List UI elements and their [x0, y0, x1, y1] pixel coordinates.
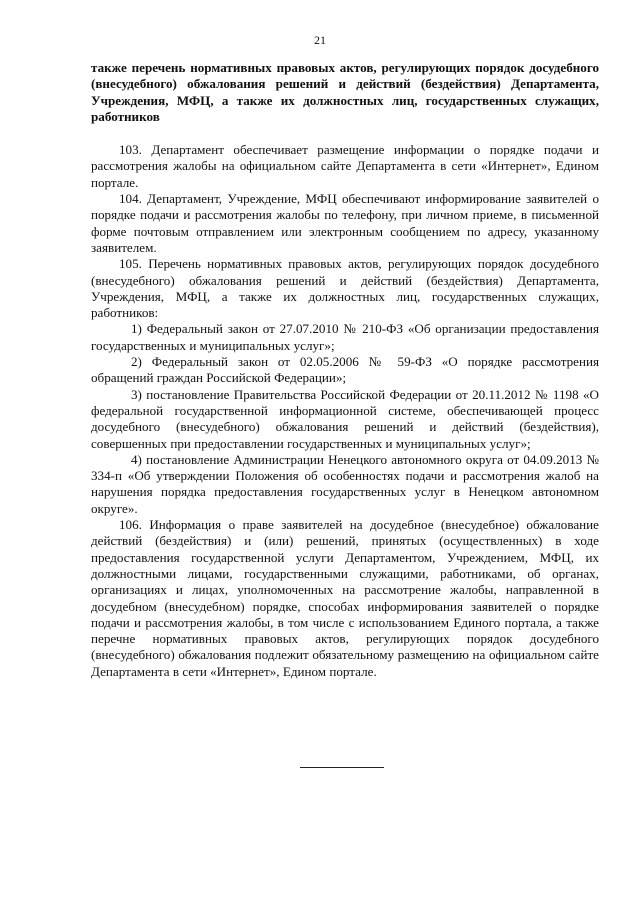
end-separator-line [300, 767, 384, 768]
list-item-4: 4) постановление Администрации Ненецкого автономного округа от 04.09.2013 № 334-п «Об утверждении Положения об особенностях подачи и рассмотрения жалоб на нарушения порядка предоставления государственных услуг в Ненецком автономном округе». [91, 451, 599, 516]
paragraph-104: 104. Департамент, Учреждение, МФЦ обеспечивают информирование заявителей о порядке подачи и рассмотрения жалобы по телефону, при личном приеме, в письменной форме почтовым отправлением или электронным сообщением по адресу, указанному заявителем. [91, 191, 599, 255]
list-item-3: 3) постановление Правительства Российской Федерации от 20.11.2012 № 1198 «О федеральной государственной информационной системе, обеспечивающей процесс досудебного (внесудебного) обжалования решений и действий (бездействия), совершенных при предоставлении государственных и муниципальных услуг»; [91, 386, 599, 451]
list-item-1: 1) Федеральный закон от 27.07.2010 № 210-ФЗ «Об организации предоставления государственных и муниципальных услуг»; [91, 321, 599, 353]
section-heading: также перечень нормативных правовых актов, регулирующих порядок досудебного (внесудебного) обжалования решений и действий (бездействия) Департамента, Учреждения, МФЦ, а также их должностных лиц, государственных служащих, работников [91, 60, 599, 124]
document-body [91, 60, 599, 680]
paragraph-106: 106. Информация о праве заявителей на досудебное (внесудебное) обжалование действий (бездействия) и (или) решений, принятых (осуществленных) в ходе предоставления государственной услуги Департаментом, Учреждением, МФЦ, их должностными лицами, государственными служащими, работниками, об органах, организациях и лицах, уполномоченных на рассмотрение жалобы, направленной в досудебном (внесудебном) порядке, способах информирования заявителей о порядке подачи и рассмотрения жалобы, в том числе с использованием Единого портала, а также перечне нормативных правовых актов, регулирующих порядок досудебного (внесудебного) обжалования подлежит обязательному размещению на официальном сайте Департамента в сети «Интернет», Едином портале. [91, 517, 599, 679]
paragraph-103: 103. Департамент обеспечивает размещение информации о порядке подачи и рассмотрения жалобы на официальном сайте Департамента в сети «Интернет», Едином портале. [91, 142, 599, 190]
list-item-2: 2) Федеральный закон от 02.05.2006 № 59-ФЗ «О порядке рассмотрения обращений граждан Российской Федерации»; [91, 354, 599, 386]
paragraph-105: 105. Перечень нормативных правовых актов, регулирующих порядок досудебного (внесудебного) обжалования решений и действий (бездействия) Департамента, Учреждения, МФЦ, а также их должностных лиц, государственных служащих, работников: [91, 256, 599, 321]
page-number: 21 [314, 33, 326, 47]
